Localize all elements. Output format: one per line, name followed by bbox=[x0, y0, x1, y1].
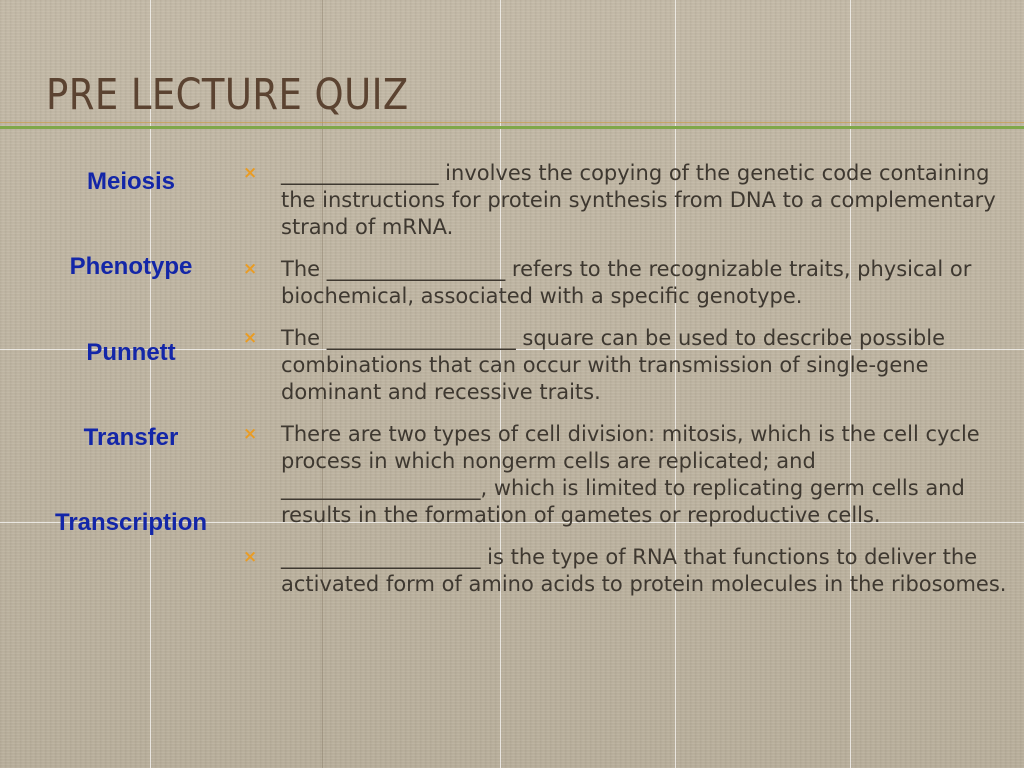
word-bank-item: Phenotype bbox=[69, 253, 193, 280]
question-text: ___________________ is the type of RNA that functions to deliver the activated form of amino acids to protein molecules in the ribosomes. bbox=[281, 545, 1007, 596]
question-list bbox=[243, 160, 1013, 613]
word-bank-item: Meiosis bbox=[86, 168, 176, 195]
question-text: There are two types of cell division: mitosis, which is the cell cycle process in which nongerm cells are replicated; and ___________________, which is limited to replicating germ cells and results in the formation of gametes or reproductive cells. bbox=[281, 422, 980, 527]
question-item bbox=[243, 256, 1013, 310]
x-mark-icon: × bbox=[243, 328, 258, 348]
slide-title: PRE LECTURE QUIZ bbox=[46, 70, 409, 120]
question-item bbox=[243, 325, 1013, 406]
word-bank bbox=[0, 0, 262, 768]
word-bank-item: Transcription bbox=[54, 509, 208, 536]
x-mark-icon: × bbox=[243, 547, 258, 567]
word-bank-item: Transfer bbox=[83, 424, 179, 451]
x-mark-icon: × bbox=[243, 163, 258, 183]
x-mark-icon: × bbox=[243, 259, 258, 279]
question-item bbox=[243, 160, 1013, 241]
x-mark-icon: × bbox=[243, 424, 258, 444]
question-item bbox=[243, 544, 1013, 598]
word-bank-item: Punnett bbox=[86, 339, 176, 366]
question-text: The __________________ square can be used to describe possible combinations that can occur with transmission of single-gene dominant and recessive traits. bbox=[281, 326, 945, 404]
question-item bbox=[243, 421, 1013, 529]
question-text: _______________ involves the copying of the genetic code containing the instructions for protein synthesis from DNA to a complementary strand of mRNA. bbox=[281, 161, 996, 239]
question-text: The _________________ refers to the recognizable traits, physical or biochemical, associated with a specific genotype. bbox=[281, 257, 972, 308]
